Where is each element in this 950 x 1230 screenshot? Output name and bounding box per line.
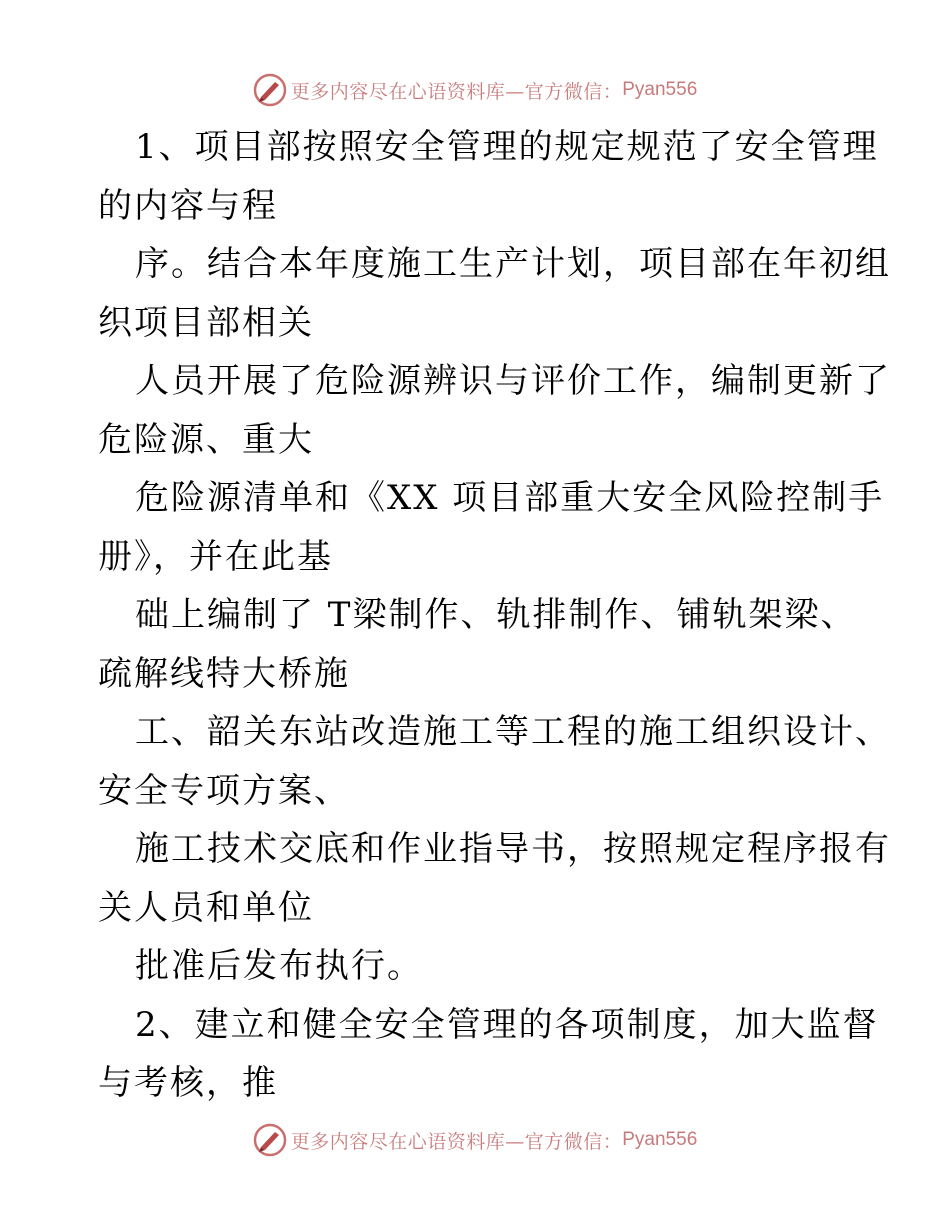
text-line: 危险源清单和《XX 项目部重大安全风险控制手 <box>135 478 885 518</box>
text-line: 工、韶关东站改造施工等工程的施工组织设计、 <box>135 712 891 752</box>
text-line: 施工技术交底和作业指导书，按照规定程序报有 <box>135 829 891 869</box>
watermark-text: 更多内容尽在心语资料库—官方微信： <box>290 80 623 103</box>
text-line: 安全专项方案、 <box>98 770 350 811</box>
text-line: 1、项目部按照安全管理的规定规范了安全管理 <box>135 127 879 167</box>
text-line: 册》，并在此基 <box>98 536 333 577</box>
text-line: 织项目部相关 <box>98 302 314 343</box>
watermark-text: 更多内容尽在心语资料库—官方微信： <box>290 1130 623 1153</box>
document-body <box>98 118 891 1113</box>
text-line: 础上编制了 T梁制作、轨排制作、铺轨架梁、 <box>135 595 857 635</box>
text-line: 关人员和单位 <box>98 887 314 928</box>
text-line: 序。结合本年度施工生产计划，项目部在年初组 <box>135 244 891 284</box>
text-line: 的内容与程 <box>98 185 278 226</box>
header-watermark <box>0 70 950 110</box>
text-line: 2、建立和健全安全管理的各项制度，加大监督 <box>135 1004 879 1045</box>
footer-watermark <box>0 1120 950 1160</box>
text-line: 人员开展了危险源辨识与评价工作，编制更新了 <box>135 361 891 401</box>
watermark-brand: Pyan556 <box>622 1129 698 1150</box>
text-line: 批准后发布执行。 <box>135 946 423 986</box>
text-line: 危险源、重大 <box>98 419 314 460</box>
pen-logo-icon <box>253 73 287 107</box>
pen-logo-icon <box>253 1123 287 1157</box>
text-line: 与考核，推 <box>98 1063 278 1103</box>
text-line: 疏解线特大桥施 <box>98 653 350 694</box>
watermark-brand: Pyan556 <box>622 79 698 100</box>
